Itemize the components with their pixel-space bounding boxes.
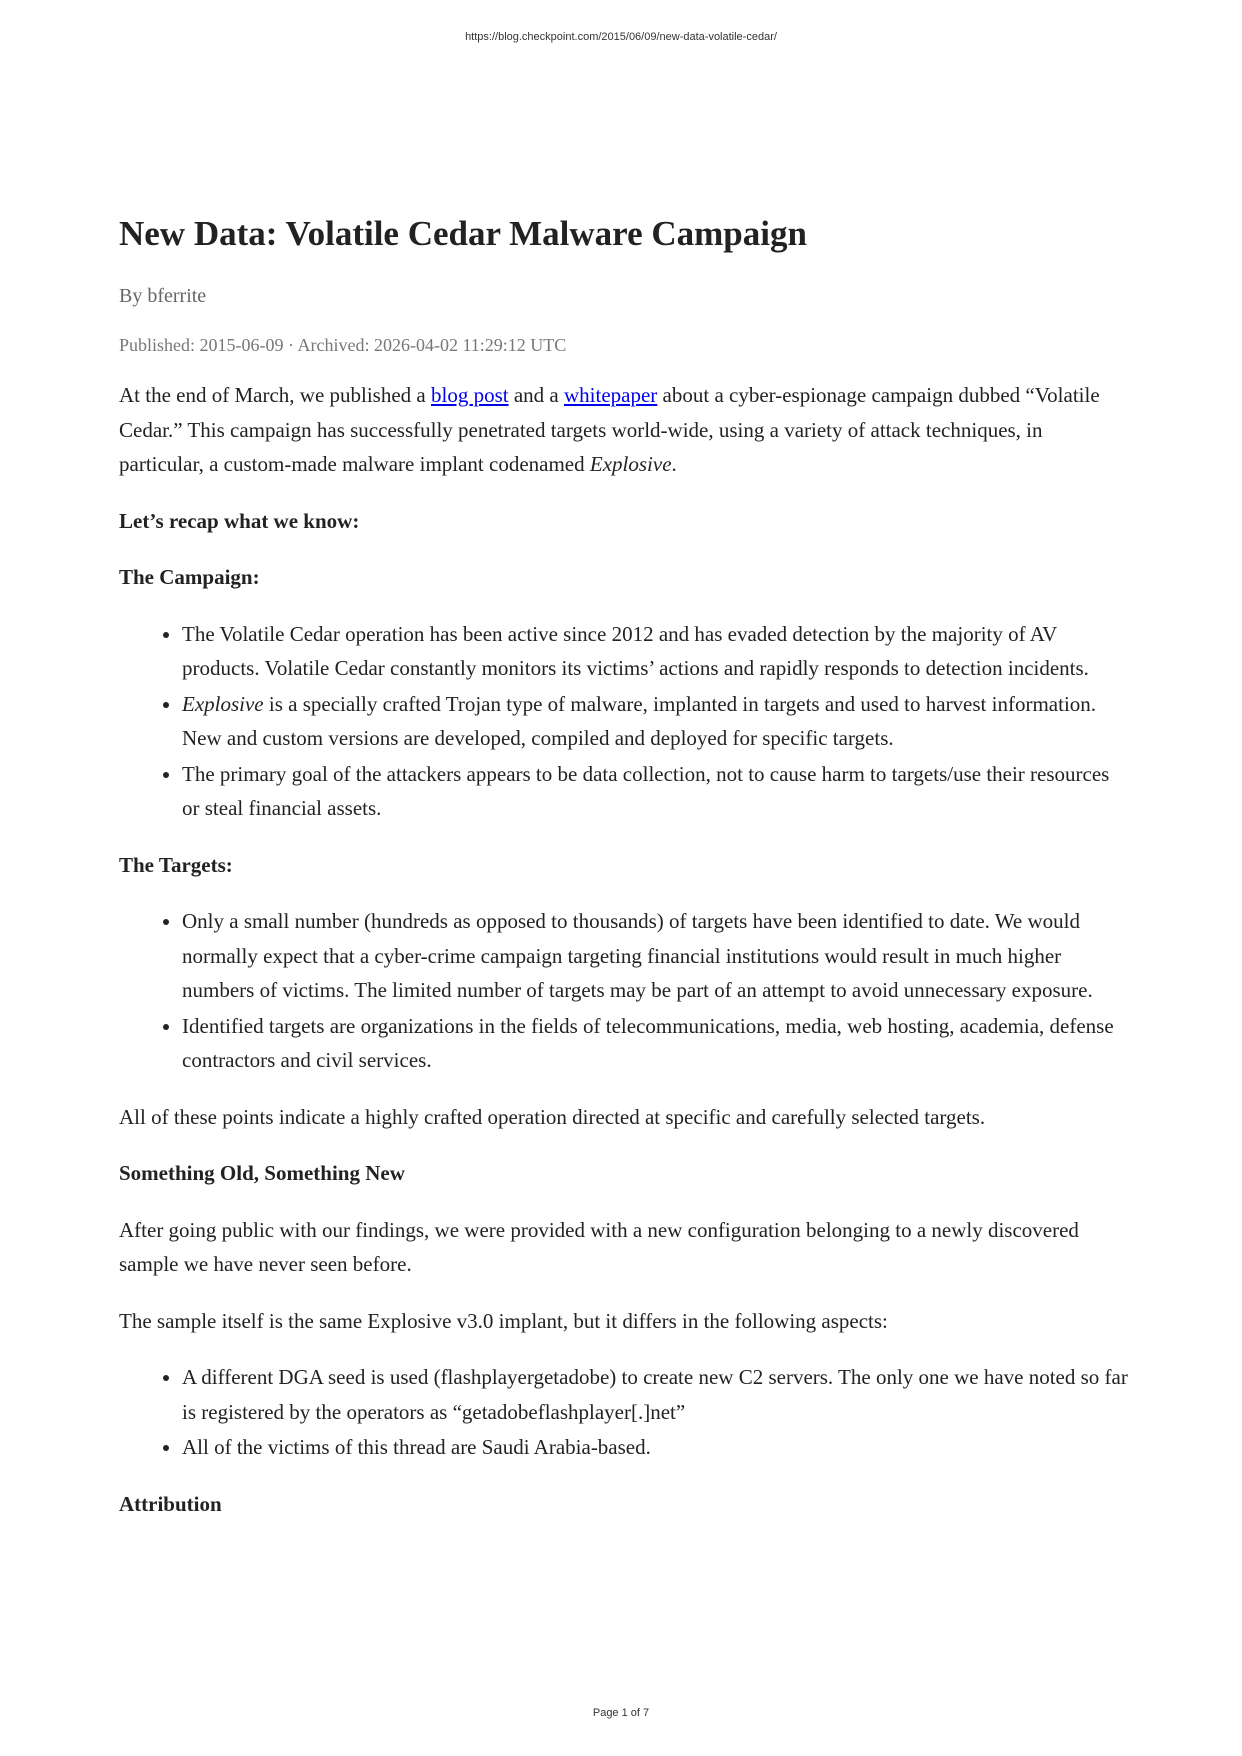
paragraph: After going public with our findings, we were provided with a new configuration belonging to a newly discovered sample we have never seen before. — [119, 1217, 1079, 1276]
page-title: New Data: Volatile Cedar Malware Campaign — [119, 214, 807, 253]
summary-paragraph: All of these points indicate a highly crafted operation directed at specific and carefully selected targets. — [119, 1104, 986, 1129]
article — [119, 212, 1129, 1543]
list-item — [182, 687, 1129, 756]
targets-heading: The Targets: — [119, 852, 233, 877]
list-item: • Only a small number (hundreds as opposed to thousands) of targets have been identified to date. We would normally expect that a cyber-crime campaign targeting financial institutions would result in much higher numbers of victims. The limited number of targets may be part of an attempt to avoid unnecessary exposure. — [182, 904, 1129, 1008]
campaign-list — [119, 617, 1129, 826]
old-new-heading: Something Old, Something New — [119, 1161, 405, 1185]
blog-post-link[interactable]: blog post — [431, 383, 509, 407]
byline: By bferrite — [119, 285, 207, 307]
list-item: • Identified targets are organizations in the fields of telecommunications, media, web hosting, academia, defense contractors and civil services. — [182, 1009, 1129, 1078]
publish-meta: Published: 2015-06-09 · Archived: 2026-04-02 11:29:12 UTC — [119, 335, 567, 355]
list-item: • The Volatile Cedar operation has been active since 2012 and has evaded detection by the majority of AV products. Volatile Cedar constantly monitors its victims’ actions and rapidly responds to detection incidents. — [182, 617, 1129, 686]
text: about a cyber-espionage campaign dubbed “Volatile Cedar.” This campaign has successfully penetrated targets world-wide, using a variety of attack techniques, in particular, a custom-made malware implant codenamed — [119, 383, 1100, 476]
targets-list — [119, 904, 1129, 1078]
recap-heading: Let’s recap what we know: — [119, 508, 360, 533]
emphasis: Explosive — [589, 452, 672, 476]
page-url: https://blog.checkpoint.com/2015/06/09/new-data-volatile-cedar/ — [465, 31, 777, 43]
list-item: • A different DGA seed is used (flashplayergetadobe) to create new C2 servers. The only one we have noted so far is registered by the operators as “getadobeflashplayer[.]net” — [182, 1360, 1129, 1429]
page-number: Page 1 of 7 — [592, 1707, 650, 1719]
emphasis: Explosive — [182, 691, 264, 716]
paragraph: The sample itself is the same Explosive v3.0 implant, but it differs in the following aspects: — [119, 1308, 888, 1333]
campaign-heading: The Campaign: — [119, 565, 260, 589]
text: . — [671, 452, 677, 476]
attribution-heading: Attribution — [119, 1491, 222, 1516]
whitepaper-link[interactable]: whitepaper — [564, 383, 658, 407]
text: and a — [508, 383, 564, 407]
text: is a specially crafted Trojan type of malware, implanted in targets and used to harvest information. New and custom versions are developed, compiled and deployed for specific targets. — [182, 691, 1097, 750]
intro-paragraph — [119, 378, 1129, 482]
text: At the end of March, we published a — [119, 383, 431, 407]
aspects-list — [119, 1360, 1129, 1465]
list-item: • All of the victims of this thread are Saudi Arabia-based. — [182, 1430, 1129, 1465]
list-item: • The primary goal of the attackers appears to be data collection, not to cause harm to targets/use their resources or steal financial assets. — [182, 757, 1129, 826]
